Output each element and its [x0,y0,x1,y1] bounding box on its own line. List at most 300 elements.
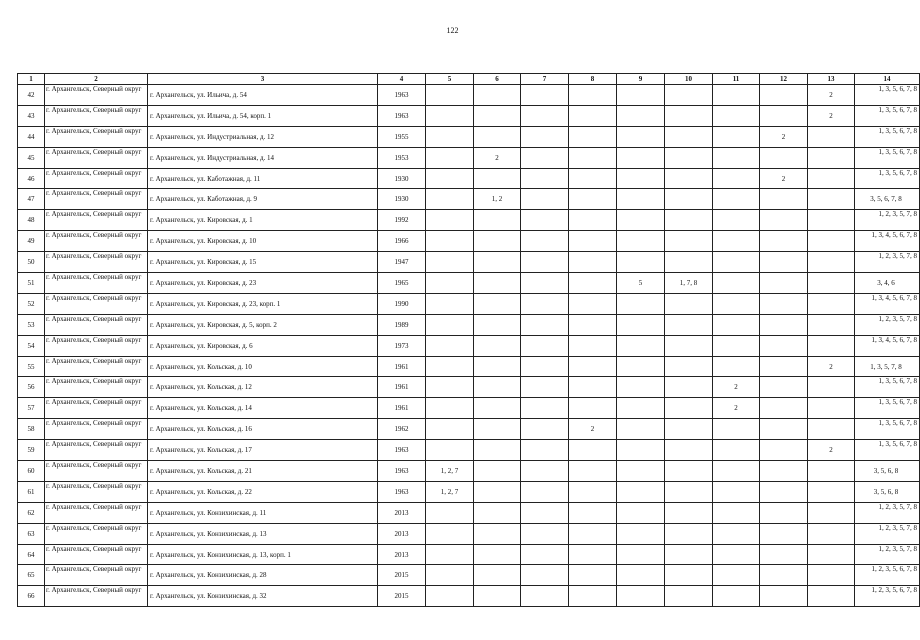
col10-cell [665,523,713,544]
table-row [18,356,920,377]
col11-cell: 2 [713,398,760,419]
col14-cell: 1, 3, 5, 6, 7, 8 [855,377,920,398]
col13-cell [808,147,855,168]
column-header-12: 12 [760,74,808,85]
column-header-3: 3 [148,74,378,85]
year-cell: 2015 [378,586,426,607]
col10-cell [665,231,713,252]
col12-cell [760,586,808,607]
col11-cell [713,105,760,126]
col7-cell [521,168,569,189]
row-number: 44 [18,126,45,147]
col13-cell: 2 [808,440,855,461]
col8-cell: 2 [569,419,617,440]
col9-cell [617,314,665,335]
table-row [18,252,920,273]
table-row [18,85,920,106]
col6-cell [474,356,521,377]
table-row [18,231,920,252]
district-cell: г. Архангельск, Северный округ [45,356,148,377]
col12-cell [760,440,808,461]
col12-cell [760,147,808,168]
col5-cell [426,502,474,523]
col5-cell [426,544,474,565]
address-cell: г. Архангельск, ул. Кольская, д. 14 [148,398,378,419]
header-row [18,74,920,85]
col11-cell [713,565,760,586]
col8-cell [569,502,617,523]
row-number: 53 [18,314,45,335]
district-cell: г. Архангельск, Северный округ [45,252,148,273]
col9-cell [617,105,665,126]
col8-cell [569,189,617,210]
year-cell: 1973 [378,335,426,356]
col8-cell [569,147,617,168]
col7-cell [521,440,569,461]
col14-cell: 1, 3, 5, 6, 7, 8 [855,419,920,440]
col9-cell [617,356,665,377]
col6-cell [474,586,521,607]
col7-cell [521,398,569,419]
address-cell: г. Архангельск, ул. Конзихинская, д. 13 [148,523,378,544]
district-cell: г. Архангельск, Северный округ [45,565,148,586]
col13-cell [808,273,855,294]
col11-cell: 2 [713,377,760,398]
year-cell: 1955 [378,126,426,147]
col11-cell [713,189,760,210]
address-cell: г. Архангельск, ул. Кольская, д. 10 [148,356,378,377]
col10-cell [665,461,713,482]
col11-cell [713,147,760,168]
col7-cell [521,252,569,273]
column-header-2: 2 [45,74,148,85]
col11-cell [713,210,760,231]
col14-cell: 1, 2, 3, 5, 7, 8 [855,210,920,231]
col10-cell [665,502,713,523]
table-row [18,105,920,126]
col12-cell [760,231,808,252]
col14-cell: 1, 2, 3, 5, 6, 7, 8 [855,586,920,607]
col14-cell: 1, 2, 3, 5, 7, 8 [855,502,920,523]
col7-cell [521,523,569,544]
col9-cell: 5 [617,273,665,294]
col10-cell [665,377,713,398]
col6-cell [474,85,521,106]
col14-cell: 1, 2, 3, 5, 7, 8 [855,252,920,273]
col8-cell [569,335,617,356]
col9-cell [617,189,665,210]
year-cell: 1930 [378,189,426,210]
col13-cell [808,231,855,252]
district-cell: г. Архангельск, Северный округ [45,105,148,126]
col6-cell [474,544,521,565]
district-cell: г. Архангельск, Северный округ [45,314,148,335]
table-row [18,440,920,461]
col13-cell [808,586,855,607]
col7-cell [521,293,569,314]
col14-cell: 3, 5, 6, 8 [855,461,920,482]
col8-cell [569,481,617,502]
col6-cell [474,273,521,294]
col10-cell [665,565,713,586]
col13-cell [808,126,855,147]
col13-cell [808,461,855,482]
year-cell: 1963 [378,481,426,502]
col11-cell [713,231,760,252]
col5-cell [426,210,474,231]
col5-cell [426,377,474,398]
year-cell: 1961 [378,377,426,398]
col8-cell [569,586,617,607]
year-cell: 1990 [378,293,426,314]
col12-cell: 2 [760,126,808,147]
col9-cell [617,565,665,586]
col6-cell [474,565,521,586]
col8-cell [569,356,617,377]
col9-cell [617,544,665,565]
col8-cell [569,273,617,294]
row-number: 49 [18,231,45,252]
district-cell: г. Архангельск, Северный округ [45,189,148,210]
col10-cell [665,85,713,106]
address-cell: г. Архангельск, ул. Кировская, д. 10 [148,231,378,252]
col12-cell [760,398,808,419]
col13-cell [808,502,855,523]
table-row [18,126,920,147]
district-cell: г. Архангельск, Северный округ [45,586,148,607]
column-header-11: 11 [713,74,760,85]
col12-cell [760,565,808,586]
col12-cell [760,502,808,523]
district-cell: г. Архангельск, Северный округ [45,168,148,189]
col12-cell [760,544,808,565]
col9-cell [617,586,665,607]
col5-cell [426,273,474,294]
table-row [18,210,920,231]
col10-cell: 1, 7, 8 [665,273,713,294]
col12-cell [760,210,808,231]
row-number: 59 [18,440,45,461]
address-cell: г. Архангельск, ул. Ильича, д. 54, корп. 1 [148,105,378,126]
address-cell: г. Архангельск, ул. Кировская, д. 23 [148,273,378,294]
row-number: 43 [18,105,45,126]
col12-cell [760,293,808,314]
table-row [18,335,920,356]
col8-cell [569,398,617,419]
address-cell: г. Архангельск, ул. Каботажная, д. 11 [148,168,378,189]
col13-cell [808,398,855,419]
col7-cell [521,481,569,502]
district-cell: г. Архангельск, Северный округ [45,210,148,231]
col8-cell [569,523,617,544]
year-cell: 1963 [378,440,426,461]
col12-cell [760,377,808,398]
row-number: 66 [18,586,45,607]
col6-cell [474,398,521,419]
address-cell: г. Архангельск, ул. Конзихинская, д. 11 [148,502,378,523]
address-cell: г. Архангельск, ул. Каботажная, д. 9 [148,189,378,210]
col11-cell [713,544,760,565]
row-number: 61 [18,481,45,502]
column-header-10: 10 [665,74,713,85]
row-number: 64 [18,544,45,565]
col5-cell [426,398,474,419]
col11-cell [713,273,760,294]
row-number: 62 [18,502,45,523]
col9-cell [617,502,665,523]
col11-cell [713,419,760,440]
table-row [18,398,920,419]
col13-cell [808,293,855,314]
col9-cell [617,252,665,273]
year-cell: 1947 [378,252,426,273]
table-row [18,293,920,314]
col6-cell [474,523,521,544]
col14-cell: 1, 2, 3, 5, 6, 7, 8 [855,565,920,586]
col12-cell: 2 [760,168,808,189]
col14-cell: 1, 2, 3, 5, 7, 8 [855,544,920,565]
col9-cell [617,398,665,419]
col5-cell [426,126,474,147]
address-cell: г. Архангельск, ул. Индустриальная, д. 14 [148,147,378,168]
col9-cell [617,293,665,314]
district-cell: г. Архангельск, Северный округ [45,85,148,106]
col13-cell [808,481,855,502]
col7-cell [521,105,569,126]
col10-cell [665,314,713,335]
table-body [18,85,920,607]
col11-cell [713,586,760,607]
col5-cell [426,419,474,440]
col12-cell [760,314,808,335]
address-cell: г. Архангельск, ул. Кольская, д. 12 [148,377,378,398]
page-number: 122 [446,26,459,35]
year-cell: 1961 [378,398,426,419]
year-cell: 1992 [378,210,426,231]
year-cell: 1962 [378,419,426,440]
col7-cell [521,147,569,168]
col9-cell [617,523,665,544]
row-number: 58 [18,419,45,440]
col14-cell: 1, 3, 5, 6, 7, 8 [855,440,920,461]
col6-cell [474,502,521,523]
table-row [18,377,920,398]
col9-cell [617,85,665,106]
housing-table [17,73,920,607]
col7-cell [521,126,569,147]
col8-cell [569,377,617,398]
col5-cell [426,231,474,252]
col7-cell [521,273,569,294]
col9-cell [617,419,665,440]
col7-cell [521,377,569,398]
district-cell: г. Архангельск, Северный округ [45,419,148,440]
row-number: 51 [18,273,45,294]
year-cell: 2013 [378,502,426,523]
col11-cell [713,293,760,314]
col10-cell [665,105,713,126]
address-cell: г. Архангельск, ул. Конзихинская, д. 28 [148,565,378,586]
col8-cell [569,440,617,461]
col14-cell: 1, 3, 5, 6, 7, 8 [855,105,920,126]
col10-cell [665,481,713,502]
col8-cell [569,126,617,147]
row-number: 48 [18,210,45,231]
col13-cell [808,210,855,231]
col11-cell [713,335,760,356]
col7-cell [521,356,569,377]
col10-cell [665,189,713,210]
col6-cell [474,105,521,126]
col12-cell [760,85,808,106]
column-header-8: 8 [569,74,617,85]
col5-cell [426,105,474,126]
table-row [18,314,920,335]
district-cell: г. Архангельск, Северный округ [45,335,148,356]
col9-cell [617,231,665,252]
col12-cell [760,461,808,482]
col9-cell [617,168,665,189]
col14-cell: 1, 3, 5, 6, 7, 8 [855,147,920,168]
address-cell: г. Архангельск, ул. Кировская, д. 6 [148,335,378,356]
col10-cell [665,398,713,419]
col13-cell [808,252,855,273]
col8-cell [569,105,617,126]
col11-cell [713,523,760,544]
row-number: 54 [18,335,45,356]
address-cell: г. Архангельск, ул. Кировская, д. 1 [148,210,378,231]
col14-cell: 1, 3, 5, 6, 7, 8 [855,398,920,419]
col11-cell [713,502,760,523]
column-header-14: 14 [855,74,920,85]
col9-cell [617,461,665,482]
table-row [18,419,920,440]
row-number: 42 [18,85,45,106]
district-cell: г. Архангельск, Северный округ [45,502,148,523]
col6-cell [474,377,521,398]
col13-cell [808,565,855,586]
col6-cell [474,335,521,356]
table-row [18,523,920,544]
col5-cell [426,85,474,106]
district-cell: г. Архангельск, Северный округ [45,147,148,168]
district-cell: г. Архангельск, Северный округ [45,398,148,419]
col13-cell: 2 [808,356,855,377]
table-row [18,586,920,607]
col10-cell [665,252,713,273]
col14-cell: 3, 5, 6, 7, 8 [855,189,920,210]
col5-cell: 1, 2, 7 [426,461,474,482]
address-cell: г. Архангельск, ул. Индустриальная, д. 12 [148,126,378,147]
district-cell: г. Архангельск, Северный округ [45,377,148,398]
col5-cell [426,565,474,586]
col7-cell [521,419,569,440]
table-row [18,481,920,502]
year-cell: 1953 [378,147,426,168]
col8-cell [569,168,617,189]
table-row [18,502,920,523]
col12-cell [760,523,808,544]
col8-cell [569,231,617,252]
col12-cell [760,105,808,126]
table-row [18,461,920,482]
col7-cell [521,335,569,356]
col8-cell [569,252,617,273]
address-cell: г. Архангельск, ул. Кировская, д. 5, корп. 2 [148,314,378,335]
col9-cell [617,210,665,231]
col11-cell [713,481,760,502]
column-header-1: 1 [18,74,45,85]
year-cell: 1961 [378,356,426,377]
district-cell: г. Архангельск, Северный округ [45,293,148,314]
col14-cell: 1, 3, 5, 6, 7, 8 [855,85,920,106]
column-header-5: 5 [426,74,474,85]
year-cell: 1965 [378,273,426,294]
col5-cell [426,189,474,210]
address-cell: г. Архангельск, ул. Кольская, д. 17 [148,440,378,461]
col10-cell [665,147,713,168]
col9-cell [617,147,665,168]
col8-cell [569,85,617,106]
col12-cell [760,356,808,377]
address-cell: г. Архангельск, ул. Конзихинская, д. 13, корп. 1 [148,544,378,565]
table-row [18,544,920,565]
col5-cell [426,440,474,461]
row-number: 46 [18,168,45,189]
col6-cell [474,168,521,189]
col12-cell [760,419,808,440]
col12-cell [760,189,808,210]
col10-cell [665,419,713,440]
col5-cell [426,147,474,168]
col12-cell [760,481,808,502]
row-number: 56 [18,377,45,398]
col11-cell [713,314,760,335]
col7-cell [521,461,569,482]
col10-cell [665,544,713,565]
table-row [18,273,920,294]
col14-cell: 1, 3, 5, 7, 8 [855,356,920,377]
row-number: 45 [18,147,45,168]
col12-cell [760,335,808,356]
col14-cell: 1, 2, 3, 5, 7, 8 [855,523,920,544]
table-row [18,565,920,586]
col13-cell [808,335,855,356]
col14-cell: 1, 2, 3, 5, 7, 8 [855,314,920,335]
column-header-7: 7 [521,74,569,85]
year-cell: 1963 [378,105,426,126]
col11-cell [713,440,760,461]
col6-cell [474,481,521,502]
address-cell: г. Архангельск, ул. Кольская, д. 21 [148,461,378,482]
col10-cell [665,440,713,461]
col7-cell [521,210,569,231]
col9-cell [617,481,665,502]
col7-cell [521,314,569,335]
col6-cell [474,461,521,482]
col10-cell [665,356,713,377]
address-cell: г. Архангельск, ул. Кольская, д. 22 [148,481,378,502]
district-cell: г. Архангельск, Северный округ [45,544,148,565]
col14-cell: 3, 4, 6 [855,273,920,294]
col10-cell [665,335,713,356]
col13-cell [808,168,855,189]
col14-cell: 1, 3, 4, 5, 6, 7, 8 [855,231,920,252]
col7-cell [521,85,569,106]
col8-cell [569,461,617,482]
col13-cell [808,314,855,335]
row-number: 55 [18,356,45,377]
